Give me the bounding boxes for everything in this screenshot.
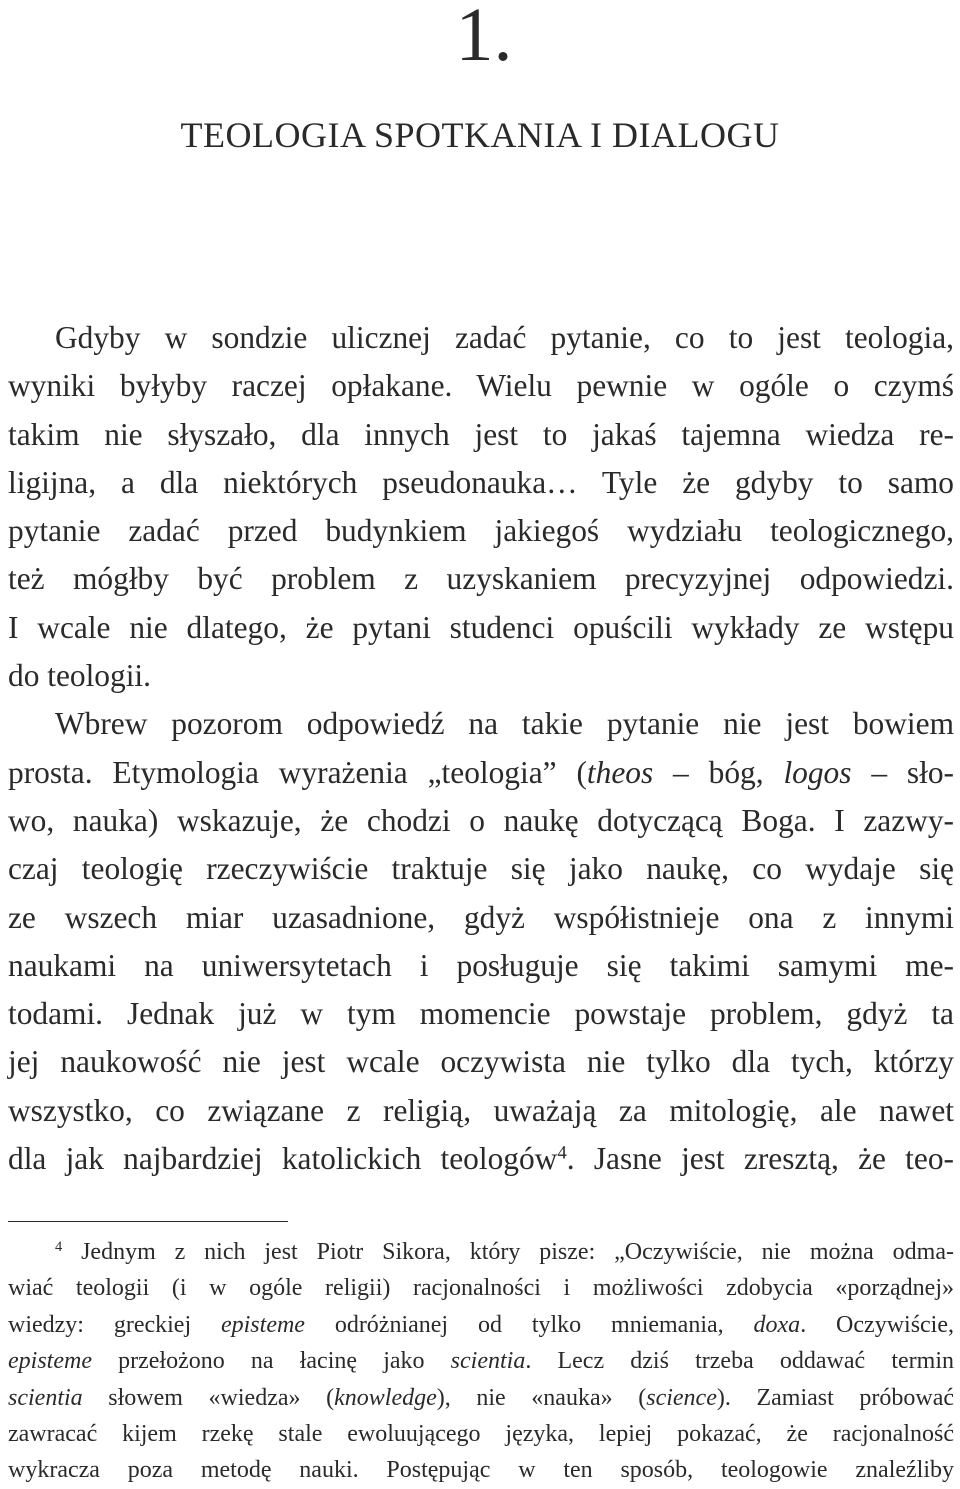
italic-term: theos	[586, 754, 654, 790]
italic-term: episteme	[8, 1348, 92, 1375]
italic-term: logos	[783, 754, 852, 790]
text-line: wo, nauka) wskazuje, że chodzi o naukę dotyczącą Boga. I zazwy-	[8, 802, 954, 838]
footnote-number: 4	[55, 1239, 63, 1256]
text-line	[8, 749, 954, 797]
text-line: naukami na uniwersytetach i posługuje się takimi samymi me-	[8, 947, 954, 983]
text-line: do teologii.	[8, 658, 151, 694]
text-line: Wbrew pozorom odpowiedź na takie pytanie nie jest bowiem	[55, 706, 954, 742]
text-line: Gdyby w sondzie ulicznej zadać pytanie, co to jest teologia,	[55, 320, 954, 355]
text-segment: ), nie «nauka» (	[436, 1384, 647, 1411]
text-segment: – sło-	[851, 754, 954, 790]
text-line: takim nie słyszało, dla innych jest to jakaś tajemna wiedza re-	[8, 416, 954, 452]
text-segment: . Lecz dziś trzeba oddawać termin	[525, 1348, 954, 1375]
footnote-line: wykracza poza metodę nauki. Postępując w ten sposób, teologowie znaleźliby	[8, 1457, 954, 1484]
italic-term: doxa	[753, 1311, 801, 1338]
text-line: wyniki byłyby raczej opłakane. Wielu pewnie w ogóle o czymś	[8, 368, 954, 404]
italic-term: episteme	[220, 1311, 305, 1338]
footnote-line: zawracać kijem rzekę stale ewoluującego języka, lepiej pokazać, że racjonalność	[8, 1420, 954, 1447]
text-segment: słowem «wiedza» (	[82, 1384, 335, 1411]
text-segment: Jednym z nich jest Piotr Sikora, który pisze: „Oczywiście, nie można odma-	[62, 1239, 954, 1265]
italic-term: science	[646, 1384, 717, 1411]
chapter-number: 1.	[455, 0, 513, 77]
text-line: I wcale nie dlatego, że pytani studenci opuścili wykłady ze wstępu	[8, 609, 954, 645]
text-line: ze wszech miar uzasadnione, gdyż współistnieje ona z innymi	[8, 899, 954, 935]
text-segment: przełożono na łacinę jako	[91, 1348, 451, 1375]
footnote-divider	[8, 1221, 288, 1222]
text-segment: wiedzy: greckiej	[8, 1311, 221, 1338]
italic-term: knowledge	[334, 1384, 437, 1411]
footnote-line	[8, 1343, 954, 1379]
footnote-line: wiać teologii (i w ogóle religii) racjonalności i możliwości zdobycia «porządnej»	[8, 1275, 954, 1302]
text-segment: . Oczywiście,	[800, 1311, 954, 1338]
footnote-line	[8, 1234, 954, 1270]
footnote-reference[interactable]: 4	[557, 1142, 567, 1164]
text-line: todami. Jednak już w tym momencie powstaje problem, gdyż ta	[8, 996, 954, 1032]
footnote-line	[8, 1307, 954, 1343]
body-text	[8, 314, 954, 1183]
text-segment: odróżnianej od tylko mniemania,	[304, 1311, 754, 1338]
text-line	[8, 1135, 954, 1183]
text-line: czaj teologię rzeczywiście traktuje się jako naukę, co wydaje się	[8, 851, 954, 887]
footnote	[8, 1234, 954, 1489]
text-line: jej naukowość nie jest wcale oczywista nie tylko dla tych, którzy	[8, 1044, 954, 1080]
text-line: wszystko, co związane z religią, uważają za mitologię, ale nawet	[8, 1092, 954, 1128]
italic-term: scientia	[450, 1348, 526, 1375]
text-segment: ). Zamiast próbować	[716, 1384, 955, 1411]
text-segment: . Jasne jest zresztą, że teo-	[566, 1141, 954, 1177]
footnote-line	[8, 1380, 954, 1416]
text-line: też mógłby być problem z uzyskaniem precyzyjnej odpowiedzi.	[8, 561, 954, 597]
chapter-title: TEOLOGIA SPOTKANIA I DIALOGU	[180, 115, 780, 155]
text-segment: dla jak najbardziej katolickich teologów	[8, 1141, 558, 1177]
text-line: ligijna, a dla niektórych pseudonauka… Tyle że gdyby to samo	[8, 464, 954, 500]
text-segment: – bóg,	[653, 754, 784, 790]
text-segment: prosta. Etymologia wyrażenia „teologia” (	[8, 754, 587, 790]
italic-term: scientia	[8, 1384, 83, 1411]
text-line: pytanie zadać przed budynkiem jakiegoś wydziału teologicznego,	[8, 513, 954, 549]
